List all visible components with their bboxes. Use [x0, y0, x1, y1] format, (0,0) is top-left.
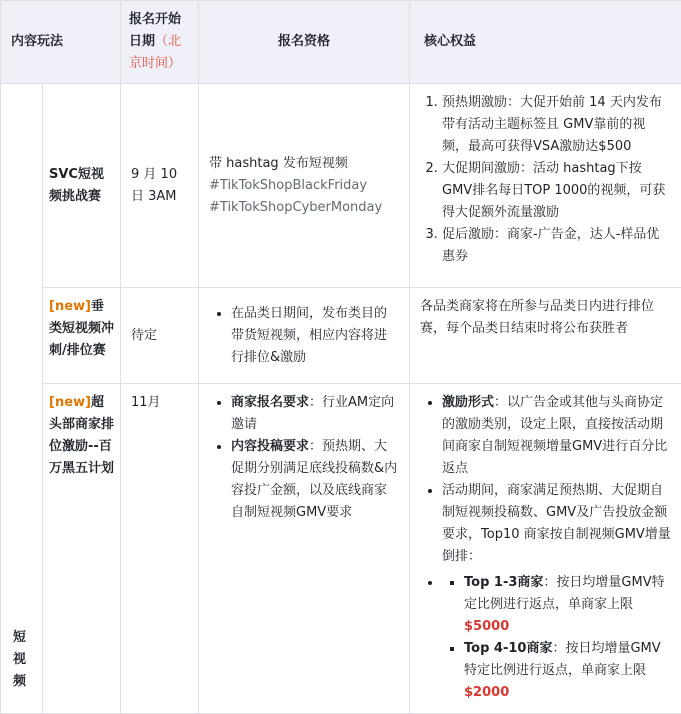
- benefits-list: [420, 92, 671, 268]
- row-name: 垂类短视频冲刺/排位赛: [49, 299, 114, 358]
- benefits-text: 各品类商家将在所参与品类日内进行排位赛，每个品类日结束时将公布获胜者: [420, 299, 654, 336]
- row-benefits-cell: [410, 384, 681, 714]
- tier-item: ▪ • Top 1-3商家：按日均增量GMV特定比例进行返点，单商家上限$5000: [464, 572, 671, 638]
- list-item: 2. 大促期间激励：活动 hashtag下按GMV排名每日TOP 1000的视频，可获得大促额外流量激励: [442, 158, 671, 224]
- table-row: [1, 384, 681, 714]
- row-qualification-cell: [199, 384, 410, 714]
- tier-list: [442, 572, 671, 704]
- tier-item: ▪ Top 4-10商家：按日均增量GMV特定比例进行返点，单商家上限$2000: [464, 638, 671, 704]
- header-date: 报名开始日期（北京时间）: [121, 1, 199, 84]
- group-label: 短视频: [13, 627, 27, 693]
- qualification-text: 带 hashtag 发布短视频: [209, 156, 348, 171]
- list-item: • 在品类日期间，发布类目的带货短视频，相应内容将进行排位&激励: [231, 303, 399, 369]
- benefits-list: [420, 392, 671, 704]
- list-item: • 商家报名要求：行业AM定向邀请: [231, 392, 399, 436]
- row-name-cell: [43, 288, 121, 384]
- qualification-list: [209, 392, 399, 524]
- row-date-cell: [121, 288, 199, 384]
- row-date: 待定: [131, 328, 157, 343]
- list-item: • 激励形式：以广告金或其他与头商协定的激励类别，设定上限，直接按活动期间商家自制短视频增量GMV进行百分比返点: [442, 392, 671, 480]
- header-benefits: 核心权益: [410, 1, 681, 84]
- list-item: [442, 572, 671, 704]
- row-name: 超头部商家排位激励--百万黑五计划: [49, 395, 114, 476]
- row-name: SVC短视频挑战赛: [49, 167, 104, 204]
- new-badge: [new]: [49, 395, 91, 410]
- row-date: 11月: [131, 395, 161, 410]
- qualification-hashtags: #TikTokShopBlackFriday #TikTokShopCyberMonday: [209, 178, 382, 215]
- row-name-cell: [43, 84, 121, 288]
- row-name-cell: [43, 384, 121, 714]
- list-item: • 内容投稿要求：预热期、大促期分别满足底线投稿数&内容投广金额，以及底线商家自制短视频GMV要求: [231, 436, 399, 524]
- header-qualification: 报名资格: [199, 1, 410, 84]
- row-date: 9 月 10 日 3AM: [131, 167, 177, 204]
- table-row: [1, 288, 681, 384]
- row-qualification-cell: [199, 288, 410, 384]
- table-row: [1, 84, 681, 288]
- group-label-cell: [1, 84, 43, 714]
- row-qualification-cell: [199, 84, 410, 288]
- row-benefits-cell: [410, 84, 681, 288]
- row-benefits-cell: [410, 288, 681, 384]
- new-badge: [new]: [49, 299, 91, 314]
- list-item: 1. 预热期激励：大促开始前 14 天内发布带有活动主题标签且 GMV靠前的视频，最高可获得VSA激励达$500: [442, 92, 671, 158]
- qualification-list: [209, 303, 399, 369]
- row-date-cell: [121, 384, 199, 714]
- row-date-cell: [121, 84, 199, 288]
- list-item: • 活动期间，商家满足预热期、大促期自制短视频投稿数、GMV及广告投放金额要求，Top10 商家按自制视频GMV增量倒排：: [442, 480, 671, 568]
- list-item: 3. 促后激励：商家-广告金，达人-样品优惠券: [442, 224, 671, 268]
- header-content: 内容玩法: [1, 1, 121, 84]
